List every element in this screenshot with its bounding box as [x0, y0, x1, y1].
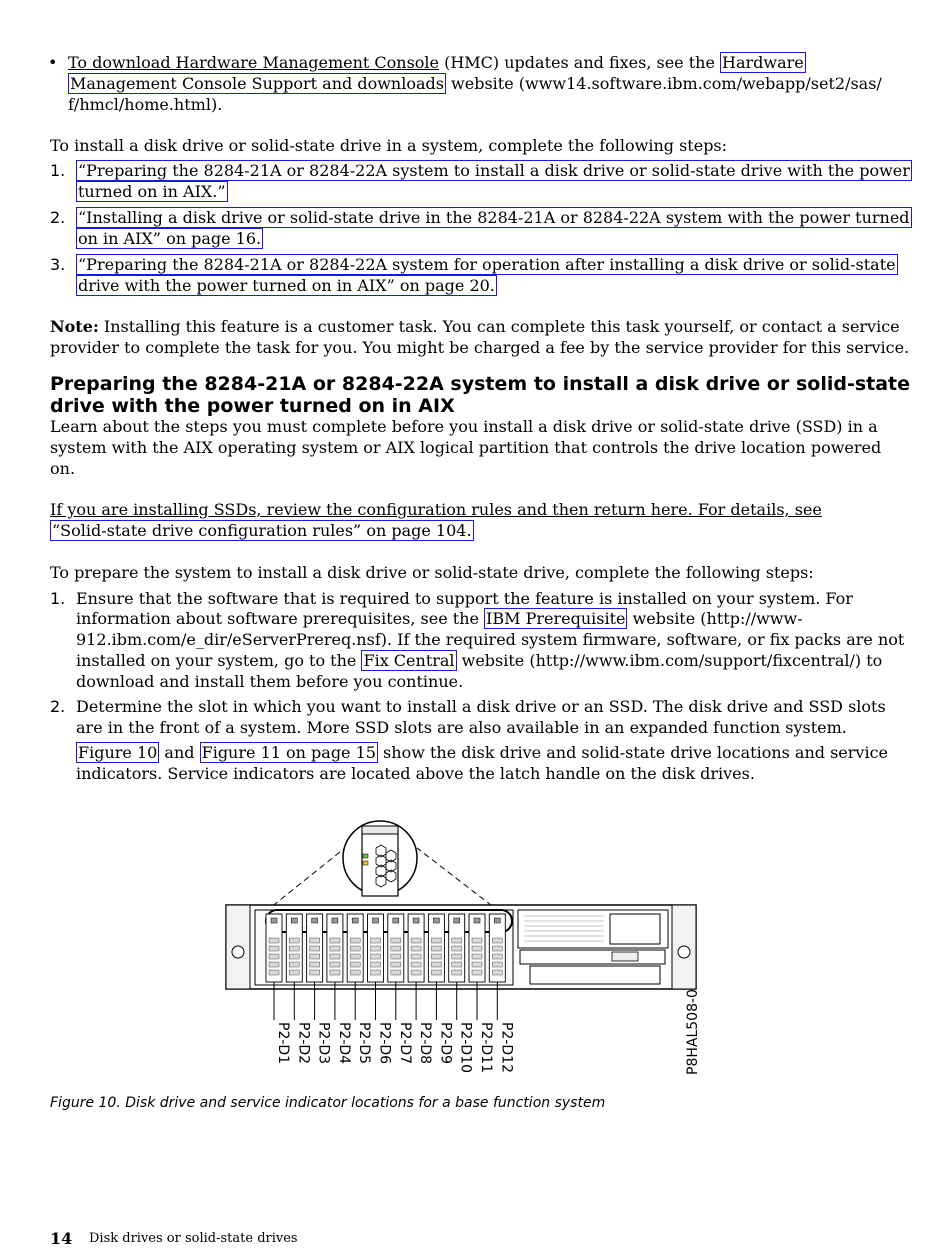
drive-slot-grille: [431, 938, 441, 943]
drive-slot-grille: [330, 946, 340, 951]
drive-label-p2-d12: P2-D12: [498, 1022, 515, 1073]
service-indicator-icon: [393, 918, 399, 923]
drive-slot-grille: [411, 946, 421, 951]
ssd-text: If you are installing SSDs, review the configuration rules and then return here. For details, see: [50, 500, 822, 519]
usb-port-icon: [612, 952, 638, 961]
figure-11-link[interactable]: Figure 11 on page 15: [201, 743, 376, 762]
callout-line-left: [265, 848, 345, 912]
drive-slot-grille: [391, 946, 401, 951]
drive-slot-grille: [492, 954, 502, 959]
drive-slot-grille: [350, 970, 360, 975]
hmc-support-link[interactable]: Hardware: [722, 53, 804, 72]
prep-text: website (http://www-: [627, 609, 803, 628]
left-handle-icon: [232, 946, 244, 958]
drive-slot-grille: [269, 970, 279, 975]
drive-slot-grille: [472, 954, 482, 959]
drive-slot-grille: [289, 938, 299, 943]
drive-slot-grille: [391, 962, 401, 967]
prep-text: show the disk drive and solid-state drive locations and service: [377, 743, 889, 762]
drive-slot-grille: [452, 970, 462, 975]
prep-text: and: [159, 743, 200, 762]
hmc-link-text[interactable]: To download Hardware Management Console: [68, 53, 440, 72]
prep-text: information about software prerequisites, see the: [76, 609, 485, 628]
drive-label-p2-d5: P2-D5: [356, 1022, 373, 1065]
drive-slot-grille: [310, 938, 320, 943]
drive-label-p2-d2: P2-D2: [295, 1022, 312, 1065]
service-indicator-icon: [454, 918, 460, 923]
drive-label-p2-d7: P2-D7: [396, 1022, 413, 1065]
drive-slot-grille: [371, 954, 381, 959]
section-intro-line-3: on.: [50, 459, 76, 478]
drive-slot-grille: [269, 954, 279, 959]
service-indicator-icon: [352, 918, 358, 923]
service-indicator-icon: [474, 918, 480, 923]
magnified-drive-latch: [362, 826, 398, 834]
note-line-2: provider to complete the task for you. You might be charged a fee by the service provider for this service.: [50, 338, 910, 357]
figure-id: P8HAL508-0: [685, 989, 701, 1075]
drive-slot-grille: [330, 962, 340, 967]
drive-label-p2-d3: P2-D3: [315, 1022, 332, 1065]
drive-slot-grille: [411, 970, 421, 975]
service-indicator-icon: [312, 918, 318, 923]
prep-step-1-line-5: download and install them before you continue.: [76, 672, 464, 691]
drive-slot-grille: [269, 946, 279, 951]
drive-labels: [275, 1022, 514, 1073]
control-panel: [610, 914, 660, 944]
drive-slot-grille: [289, 946, 299, 951]
drive-slot-grille: [472, 962, 482, 967]
prep-text: installed on your system, go to the: [76, 651, 362, 670]
drive-slot-grille: [310, 946, 320, 951]
drive-slot-grille: [492, 970, 502, 975]
drive-slot-grille: [371, 970, 381, 975]
install-step-3-num: 3.: [50, 255, 66, 274]
drive-slot-grille: [492, 962, 502, 967]
prep-step-1-line-3: 912.ibm.com/e_dir/eServerPrereq.nsf). If the required system firmware, software, or fix packs are not: [76, 630, 905, 649]
drive-label-p2-d11: P2-D11: [478, 1022, 494, 1073]
ibm-prerequisite-link[interactable]: IBM Prerequisite: [486, 609, 626, 628]
drive-slot-grille: [492, 946, 502, 951]
figure-10-link[interactable]: Figure 10: [78, 743, 158, 762]
drive-slot-grille: [350, 954, 360, 959]
drive-slot-grille: [391, 970, 401, 975]
drive-label-p2-d8: P2-D8: [417, 1022, 434, 1065]
drive-slot-grille: [350, 962, 360, 967]
drive-slot-grille: [310, 962, 320, 967]
drive-slot-grille: [330, 970, 340, 975]
drive-slot-grille: [330, 938, 340, 943]
bullet-text: website (www14.software.ibm.com/webapp/set2/sas/: [445, 74, 882, 93]
install-step-2-line-2[interactable]: on in AIX” on page 16.: [78, 229, 262, 248]
fix-central-link[interactable]: Fix Central: [363, 651, 455, 670]
install-step-3-line-2[interactable]: drive with the power turned on in AIX” on page 20.: [78, 276, 495, 295]
lower-bay: [530, 966, 660, 984]
footer-title: Disk drives or solid-state drives: [89, 1231, 298, 1246]
section-title-line-2: drive with the power turned on in AIX: [50, 395, 455, 417]
drive-slot-grille: [452, 962, 462, 967]
drive-slot-grille: [472, 946, 482, 951]
drive-slot-grille: [472, 938, 482, 943]
drive-slot-grille: [411, 962, 421, 967]
section-intro-line-2: system with the AIX operating system or AIX logical partition that controls the drive location powered: [50, 438, 882, 457]
prep-step-2-para-2-line-2: indicators. Service indicators are located above the latch handle on the disk drives.: [76, 764, 755, 783]
drive-slot-grille: [269, 938, 279, 943]
note-label: Note:: [50, 317, 99, 336]
prep-text: website (http://www.ibm.com/support/fixcentral/) to: [456, 651, 883, 670]
drive-slot-grille: [431, 946, 441, 951]
prep-step-1-line-1: Ensure that the software that is required to support the feature is installed on your system. For: [76, 589, 853, 608]
drive-label-p2-d9: P2-D9: [437, 1022, 454, 1065]
note-text: Installing this feature is a customer task. You can complete this task yourself, or contact a service: [98, 317, 900, 336]
drive-label-p2-d1: P2-D1: [275, 1022, 291, 1065]
drive-slot-grille: [492, 938, 502, 943]
service-indicator-icon: [373, 918, 379, 923]
service-indicator-icon: [291, 918, 297, 923]
drive-slot-grille: [350, 946, 360, 951]
section-title-line-1: Preparing the 8284-21A or 8284-22A system to install a disk drive or solid-state: [50, 373, 911, 395]
service-indicator-icon: [494, 918, 500, 923]
prep-step-2-line-1: Determine the slot in which you want to install a disk drive or an SSD. The disk drive and SSD slots: [76, 697, 886, 716]
drive-slot-grille: [289, 962, 299, 967]
drive-slot-grille: [371, 962, 381, 967]
install-step-1-line-2[interactable]: turned on in AIX.”: [78, 182, 226, 201]
service-indicator-icon: [332, 918, 338, 923]
indicator-amber-icon: [363, 861, 368, 865]
indicator-green-icon: [363, 854, 368, 858]
callout-line-right: [417, 848, 500, 912]
drive-slot-grille: [452, 954, 462, 959]
drive-slot-grille: [452, 938, 462, 943]
drive-label-p2-d4: P2-D4: [335, 1022, 352, 1065]
bullet-line-3: f/hmcl/home.html).: [68, 95, 223, 114]
drive-slot-grille: [310, 954, 320, 959]
drive-slot-grille: [350, 938, 360, 943]
drive-slot-grille: [431, 954, 441, 959]
drive-slot-grille: [452, 946, 462, 951]
drive-slot-grille: [391, 954, 401, 959]
drive-slot-grille: [411, 938, 421, 943]
install-step-3-line-1[interactable]: “Preparing the 8284-21A or 8284-22A system for operation after installing a disk drive or solid-state: [78, 255, 896, 274]
hmc-support-link-cont[interactable]: Management Console Support and downloads: [70, 74, 444, 93]
prep-step-2-num: 2.: [50, 697, 66, 716]
drive-label-p2-d6: P2-D6: [376, 1022, 393, 1065]
drive-slot-grille: [371, 938, 381, 943]
media-bay: [520, 950, 665, 964]
service-indicator-icon: [433, 918, 439, 923]
drive-slot-grille: [431, 970, 441, 975]
section-intro-line-1: Learn about the steps you must complete before you install a disk drive or solid-state drive (SSD) in a: [50, 417, 878, 436]
drive-label-p2-d10: P2-D10: [457, 1022, 474, 1073]
drive-slot-grille: [411, 954, 421, 959]
prep-step-1-num: 1.: [50, 589, 66, 608]
install-step-1-line-1[interactable]: “Preparing the 8284-21A or 8284-22A system to install a disk drive or solid-state drive with the power: [78, 161, 910, 180]
drive-slot-grille: [371, 946, 381, 951]
drive-slot-grille: [472, 970, 482, 975]
drive-slot-grille: [310, 970, 320, 975]
right-handle-icon: [678, 946, 690, 958]
service-indicator-icon: [413, 918, 419, 923]
drive-slot-grille: [431, 962, 441, 967]
prepare-intro: To prepare the system to install a disk drive or solid-state drive, complete the following steps:: [50, 563, 814, 582]
page-number: 14: [50, 1229, 73, 1248]
ssd-config-rules-link[interactable]: “Solid-state drive configuration rules” on page 104.: [52, 521, 472, 540]
drive-slot-grille: [289, 954, 299, 959]
drive-slot-grille: [330, 954, 340, 959]
prep-step-2-line-2: are in the front of a system. More SSD slots are also available in an expanded function system.: [76, 718, 847, 737]
service-indicator-icon: [271, 918, 277, 923]
install-step-1-num: 1.: [50, 161, 66, 180]
install-step-2-num: 2.: [50, 208, 66, 227]
drive-slot-grille: [391, 938, 401, 943]
install-intro: To install a disk drive or solid-state drive in a system, complete the following steps:: [50, 136, 728, 155]
drive-slot-grille: [269, 962, 279, 967]
figure-caption: Figure 10. Disk drive and service indicator locations for a base function system: [50, 1095, 606, 1111]
bullet-text: (HMC) updates and fixes, see the: [439, 53, 721, 72]
drive-slot-grille: [289, 970, 299, 975]
install-step-2-line-1[interactable]: “Installing a disk drive or solid-state drive in the 8284-21A or 8284-22A system with the power turned: [78, 208, 910, 227]
bullet-marker: •: [48, 53, 58, 72]
